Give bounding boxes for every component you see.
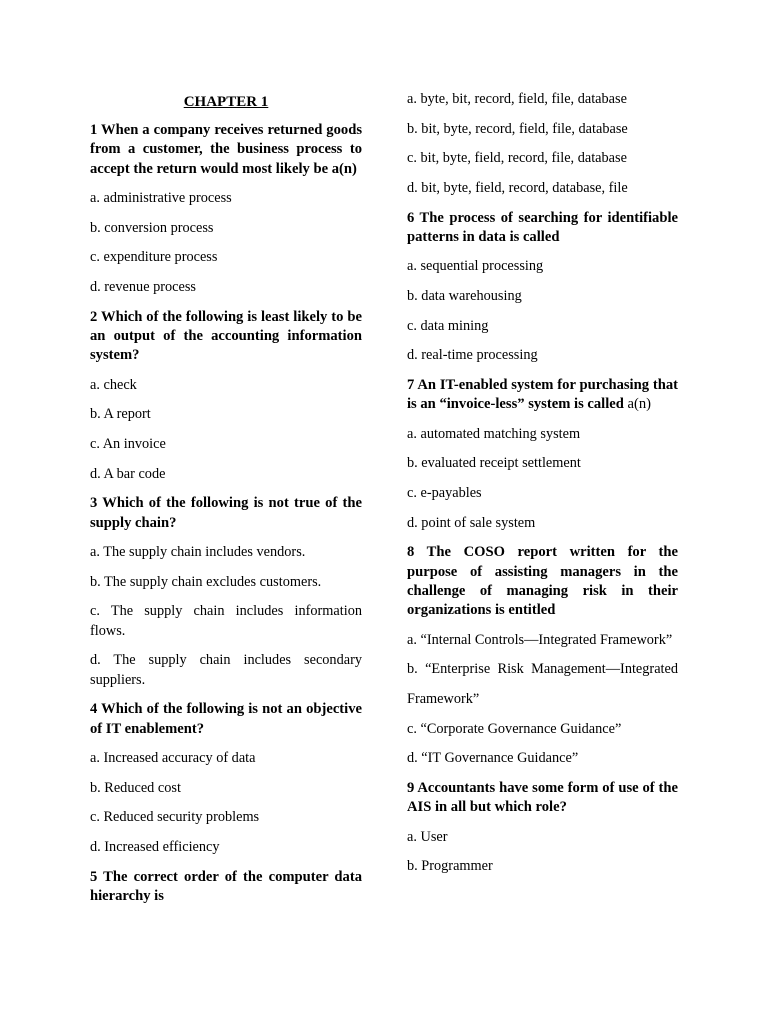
question-9-option-b: b. Programmer [407,858,493,875]
question-2: 2 Which of the following is least likely to be an output of the accounting information system? [90,308,362,364]
question-4-option-a: a. Increased accuracy of data [90,749,256,766]
question-6-option-a: a. sequential processing [407,258,544,275]
question-5-option-a: a. byte, bit, record, field, file, database [407,91,627,107]
question-9-option-a: a. User [407,828,448,845]
question-1-option-b: b. conversion process [90,219,214,236]
question-9: 9 Accountants have some form of use of the AIS in all but which role? [407,780,678,816]
question-3-option-d: d. The supply chain includes secondary suppliers. [90,652,362,688]
question-7-tail: a(n) [627,396,652,413]
right-column [407,90,678,887]
question-5-option-c: c. bit, byte, field, record, file, database [407,150,627,167]
question-7-text: 7 An IT-enabled system for purchasing that is an “invoice-less” system is called [407,377,678,413]
question-8-option-b: b. “Enterprise Risk Management—Integrated [407,661,678,678]
question-8-option-c: c. “Corporate Governance Guidance” [407,720,622,737]
question-8-option-a: a. “Internal Controls—Integrated Framework” [407,631,673,648]
chapter-title: CHAPTER 1 [183,94,269,110]
question-4: 4 Which of the following is not an objective of IT enablement? [90,701,362,737]
question-7-option-d: d. point of sale system [407,514,536,531]
question-1-option-a: a. administrative process [90,189,232,206]
question-4-option-d: d. Increased efficiency [90,838,220,855]
question-5-option-d: d. bit, byte, field, record, database, file [407,180,628,197]
question-8: 8 The COSO report written for the purpose of assisting managers in the challenge of managing risk in their organizations is entitled [407,544,678,619]
question-4-option-b: b. Reduced cost [90,779,181,796]
question-6-option-c: c. data mining [407,317,489,334]
question-6-option-d: d. real-time processing [407,347,538,364]
question-8-option-d: d. “IT Governance Guidance” [407,750,579,767]
question-6-option-b: b. data warehousing [407,288,522,305]
question-7-option-a: a. automated matching system [407,425,581,442]
left-column [90,90,362,916]
question-1-option-d: d. revenue process [90,278,196,295]
question-5: 5 The correct order of the computer data hierarchy is [90,868,362,904]
question-2-option-c: c. An invoice [90,435,166,452]
question-7 [407,376,678,415]
question-8-option-b-continued: Framework” [407,691,480,707]
question-7-option-c: c. e-payables [407,485,482,502]
question-3-option-a: a. The supply chain includes vendors. [90,543,306,560]
question-2-option-b: b. A report [90,406,151,423]
question-1: 1 When a company receives returned goods from a customer, the business process to accept the return would most likely be a(n) [90,122,362,177]
question-2-option-a: a. check [90,376,137,393]
question-3-option-c: c. The supply chain includes information flows. [90,603,362,639]
question-3: 3 Which of the following is not true of the supply chain? [90,495,362,531]
question-7-option-b: b. evaluated receipt settlement [407,455,581,472]
question-5-option-b: b. bit, byte, record, field, file, database [407,120,628,137]
question-2-option-d: d. A bar code [90,465,166,482]
question-3-option-b: b. The supply chain excludes customers. [90,573,322,590]
question-6: 6 The process of searching for identifiable patterns in data is called [407,209,678,246]
question-4-option-c: c. Reduced security problems [90,809,260,826]
question-1-option-c: c. expenditure process [90,249,218,266]
